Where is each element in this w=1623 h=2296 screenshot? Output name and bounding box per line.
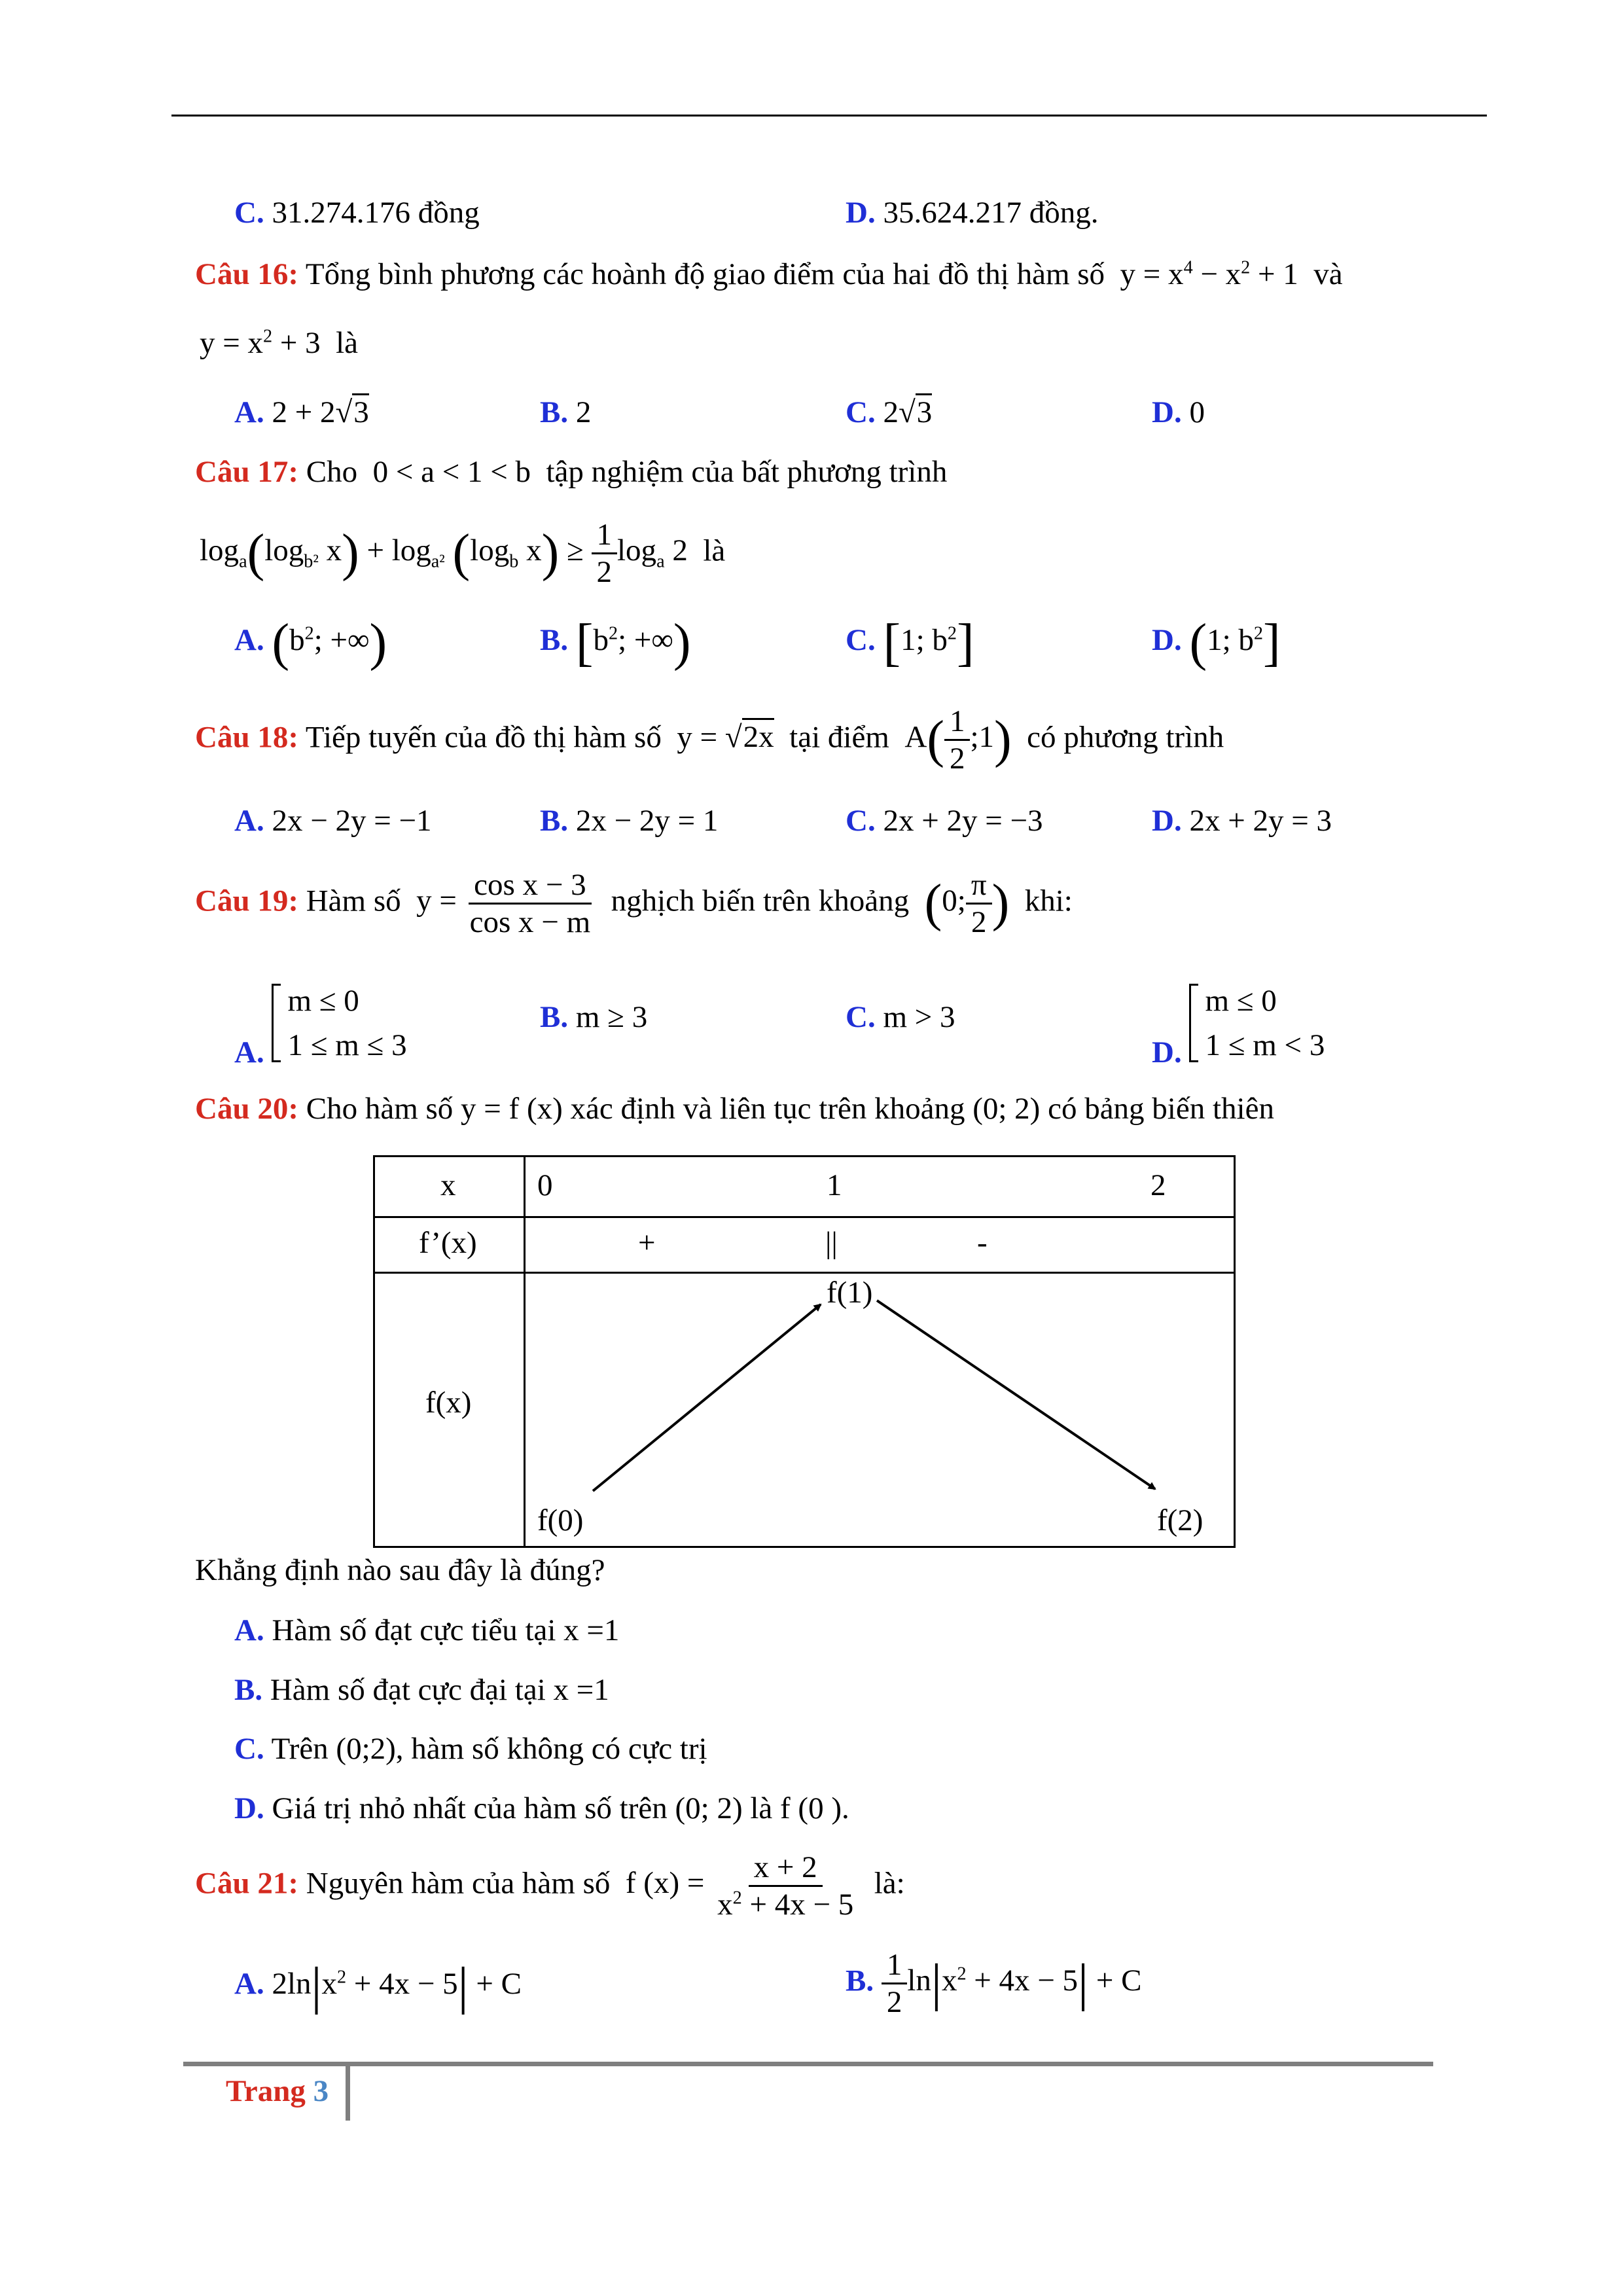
q21-question: Câu 21: Nguyên hàm của hàm số f (x) = $\frac{x + 2}{x^2 + 4x - 5}$ là: [195,1850,905,1922]
q17-question: Câu 17: Cho 0 < a < 1 < b tập nghiệm của bất phương trình [195,455,948,489]
table-arrows [373,1155,1236,1548]
q16-option-c: C. 2√3 [846,395,932,430]
q18-option-d: D. 2x + 2y = 3 [1152,804,1332,838]
footer-rule [183,2062,1433,2066]
q18-option-a: A. 2x − 2y = −1 [234,804,432,838]
q20-question: Câu 20: Cho hàm số y = f (x) xác định và liên tục trên khoảng (0; 2) có bảng biến thiên [195,1092,1274,1126]
table-x1: 1 [827,1168,842,1202]
q17-option-b: B. [$b^2$; +∞) [540,614,691,672]
q21-option-a: A. $2\ln|x^2 + 4x - 5| + C$ [234,1958,522,2015]
table-f1: f(1) [827,1276,873,1310]
q17-inequality: $\log_a(\log_{b^2}$ $x) + \log_{a^2} (\log_b$ x) ≥ $\frac{1}{2}$ $\log_a 2$ là [200,518,726,590]
q16-question-line2: $y = x^2 + 3$ là [200,326,359,360]
q20-option-a: A. Hàm số đạt cực tiểu tại x =1 [234,1613,620,1647]
q16-question: Câu 16: Tổng bình phương các hoành độ giao điểm của hai đồ thị hàm số $y = x^4 - x^2 + 1$ và [195,257,1343,291]
table-x0: 0 [537,1168,553,1202]
q20-prompt: Khẳng định nào sau đây là đúng? [195,1553,605,1587]
q19-option-d: D. m ≤ 0 1 ≤ m < 3 [1152,984,1325,1070]
table-plus-sign: + [638,1226,656,1260]
q20-option-b: B. Hàm số đạt cực đại tại x =1 [234,1673,609,1707]
table-undefined-bars: || [825,1226,838,1260]
q16-option-b: B. 2 [540,395,592,429]
variation-table [373,1155,1236,1548]
q19-option-a: A. m ≤ 0 1 ≤ m ≤ 3 [234,984,407,1070]
q18-option-c: C. 2x + 2y = −3 [846,804,1043,838]
q17-option-a: A. ($b^2$; +∞) [234,614,387,672]
table-fprime-header: f’(x) [419,1226,477,1260]
table-f2: f(2) [1157,1503,1204,1537]
table-f0: f(0) [537,1503,584,1537]
table-minus-sign: - [977,1226,988,1260]
q19-option-c: C. m > 3 [846,1000,955,1034]
q19-option-b: B. m ≥ 3 [540,1000,648,1034]
q17-option-c: C. [1; $b^2$] [846,614,974,672]
q21-option-b: B. $\frac{1}{2}$ $\ln|x^2 + 4x - 5| + C$ [846,1948,1142,2020]
q18-option-b: B. 2x − 2y = 1 [540,804,719,838]
q20-option-d: D. Giá trị nhỏ nhất của hàm số trên (0; 2) là f (0 ). [234,1791,849,1825]
q15-option-d: D. 35.624.217 đồng. [846,196,1099,230]
table-x-header: x [440,1168,456,1202]
q15-option-c: C. 31.274.176 đồng [234,196,480,230]
q20-option-c: C. Trên (0;2), hàm số không có cực trị [234,1732,707,1766]
q18-question: Câu 18: Tiếp tuyến của đồ thị hàm số y = √2x tại điểm A( $\frac{1}{2}$ ;1) có phương trình [195,704,1224,776]
footer-divider [346,2066,350,2121]
q16-option-d: D. 0 [1152,395,1205,429]
header-rule [171,115,1487,117]
q19-question: Câu 19: Hàm số y = $\frac{\text{cos x − 3}}{\text{cos x − m}}$ nghịch biến trên khoảng (0; $\frac{\pi}{2}$ ) khi: [195,868,1073,940]
table-x2: 2 [1150,1168,1166,1202]
table-f-header: f(x) [425,1386,472,1420]
increasing-arrow [593,1304,821,1491]
decreasing-arrow [877,1300,1155,1489]
q16-option-a: A. 2 + 2√3 [234,395,369,430]
q17-option-d: D. (1; $b^2$] [1152,614,1281,672]
page-number: Trang 3 [226,2074,329,2108]
